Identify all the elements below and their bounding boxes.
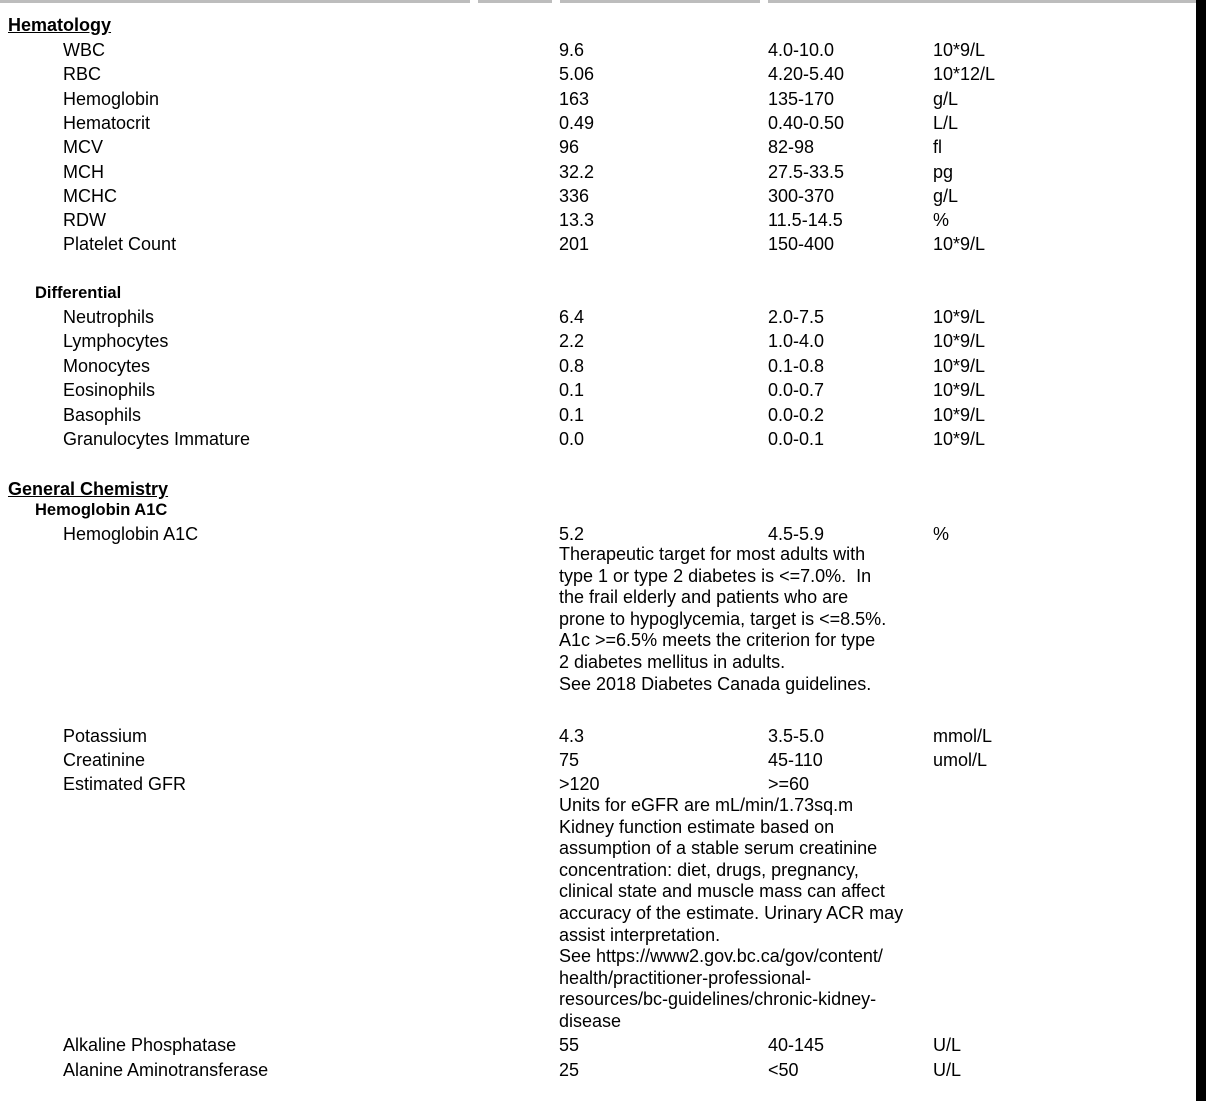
test-name: Basophils xyxy=(63,404,142,425)
result-value: 9.6 xyxy=(559,40,585,60)
units: g/L xyxy=(933,88,959,109)
units: 10*9/L xyxy=(933,40,986,60)
units: 10*9/L xyxy=(933,429,986,449)
test-name: Monocytes xyxy=(63,355,151,376)
reference-range: 4.20-5.40 xyxy=(768,64,845,85)
reference-range: 0.0-0.2 xyxy=(768,404,825,425)
test-name: Alkaline Phosphatase xyxy=(63,1035,237,1055)
reference-range: <50 xyxy=(768,1059,799,1080)
subsection-heading-differential: Differential xyxy=(35,284,122,302)
units: 10*9/L xyxy=(933,331,986,352)
test-name: Platelet Count xyxy=(63,234,177,255)
test-name: Alanine Aminotransferase xyxy=(63,1059,269,1080)
units: 10*9/L xyxy=(933,404,986,425)
reference-range: >=60 xyxy=(768,774,810,795)
test-name: Estimated GFR xyxy=(63,774,187,795)
result-value: 336 xyxy=(559,185,590,206)
reference-range: 0.0-0.7 xyxy=(768,380,825,401)
result-value: 163 xyxy=(559,88,590,109)
test-name: Neutrophils xyxy=(63,307,155,327)
test-name: MCHC xyxy=(63,185,117,206)
result-value: 55 xyxy=(559,1035,580,1055)
units: pg xyxy=(933,161,954,182)
result-value: 96 xyxy=(559,137,580,158)
reference-range: 0.0-0.1 xyxy=(768,429,825,449)
result-value: 32.2 xyxy=(559,161,595,182)
a1c-interpretive-note: Therapeutic target for most adults with type 1 or type 2 diabetes is <=7.0%. In the frail elderly and patients who are prone to hypoglycemia, target is <=8.5%. A1c >=6.5% meets the criterion for type 2 diabetes mellitus in adults. See 2018 Diabetes Canada guidelines. xyxy=(559,544,887,694)
units: mmol/L xyxy=(933,726,993,746)
test-name: MCV xyxy=(63,137,103,158)
reference-range: 300-370 xyxy=(768,185,835,206)
column-divider xyxy=(0,0,470,3)
units: umol/L xyxy=(933,750,988,771)
test-name: Eosinophils xyxy=(63,380,156,401)
units: g/L xyxy=(933,185,959,206)
result-value: 4.3 xyxy=(559,726,585,746)
result-value: 2.2 xyxy=(559,331,585,352)
test-name: Potassium xyxy=(63,726,148,746)
reference-range: 0.40-0.50 xyxy=(768,112,845,133)
units: U/L xyxy=(933,1035,962,1055)
units: fl xyxy=(933,137,942,158)
result-value: 0.1 xyxy=(559,404,585,425)
units: 10*9/L xyxy=(933,234,986,255)
test-name: WBC xyxy=(63,40,105,60)
result-value: 5.06 xyxy=(559,64,595,85)
reference-range: 0.1-0.8 xyxy=(768,355,825,376)
reference-range: 1.0-4.0 xyxy=(768,331,825,352)
section-heading-hematology: Hematology xyxy=(8,15,112,35)
result-value: >120 xyxy=(559,774,600,795)
reference-range: 27.5-33.5 xyxy=(768,161,845,182)
units: % xyxy=(933,210,950,231)
reference-range: 2.0-7.5 xyxy=(768,307,825,327)
result-value: 75 xyxy=(559,750,580,771)
units: 10*12/L xyxy=(933,64,996,85)
units: U/L xyxy=(933,1059,962,1080)
egfr-interpretive-note: Units for eGFR are mL/min/1.73sq.m Kidney function estimate based on assumption of a stable serum creatinine concentration: diet, drugs, pregnancy, clinical state and muscle mass can affect accuracy of the estimate. Urinary ACR may assist interpretation. See https://www2.gov.bc.ca/gov/content/ health/practitioner-professional- resources/bc-guidelines/chronic-kidney- disease xyxy=(559,795,904,1031)
reference-range: 82-98 xyxy=(768,137,815,158)
test-name: Granulocytes Immature xyxy=(63,429,251,449)
result-value: 13.3 xyxy=(559,210,595,231)
reference-range: 4.5-5.9 xyxy=(768,524,825,544)
test-name: RBC xyxy=(63,64,102,85)
column-divider xyxy=(478,0,552,3)
reference-range: 45-110 xyxy=(768,750,823,771)
reference-range: 11.5-14.5 xyxy=(768,210,843,231)
reference-range: 3.5-5.0 xyxy=(768,726,825,746)
result-value: 6.4 xyxy=(559,307,585,327)
result-value: 201 xyxy=(559,234,590,255)
units: 10*9/L xyxy=(933,307,986,327)
result-value: 5.2 xyxy=(559,524,585,544)
test-name: Lymphocytes xyxy=(63,331,169,352)
units: 10*9/L xyxy=(933,355,986,376)
result-value: 0.1 xyxy=(559,380,585,401)
reference-range: 40-145 xyxy=(768,1035,825,1055)
units: L/L xyxy=(933,112,959,133)
subsection-heading-hemoglobin-a1c: Hemoglobin A1C xyxy=(35,501,168,519)
test-name: Hematocrit xyxy=(63,112,151,133)
result-value: 0.8 xyxy=(559,355,585,376)
test-name: Hemoglobin A1C xyxy=(63,524,199,544)
result-value: 0.0 xyxy=(559,429,585,449)
units: % xyxy=(933,524,950,544)
column-divider xyxy=(560,0,760,3)
test-name: RDW xyxy=(63,210,106,231)
units: 10*9/L xyxy=(933,380,986,401)
result-value: 0.49 xyxy=(559,112,595,133)
reference-range: 150-400 xyxy=(768,234,835,255)
section-heading-general-chemistry: General Chemistry xyxy=(8,479,169,499)
column-divider xyxy=(768,0,1196,3)
test-name: MCH xyxy=(63,161,104,182)
result-value: 25 xyxy=(559,1059,580,1080)
test-name: Creatinine xyxy=(63,750,146,771)
reference-range: 4.0-10.0 xyxy=(768,40,835,60)
reference-range: 135-170 xyxy=(768,88,835,109)
test-name: Hemoglobin xyxy=(63,88,160,109)
